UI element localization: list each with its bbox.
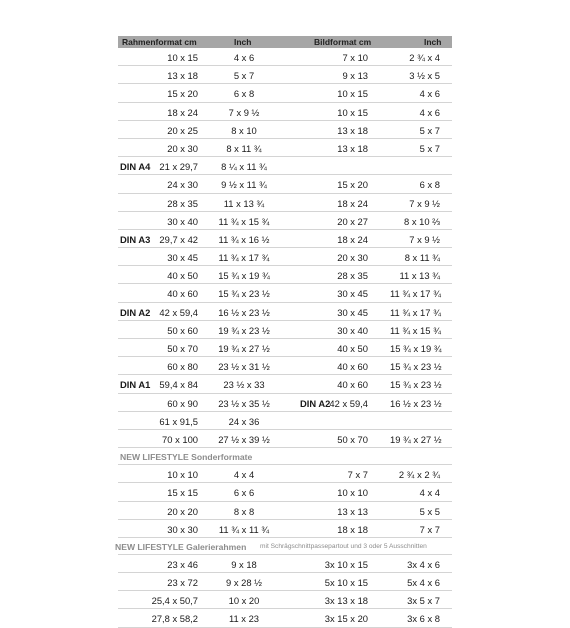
table-row xyxy=(118,194,452,212)
rahmen-inch: 11 ¾ x 15 ¾ xyxy=(218,215,270,227)
row-label: DIN A2 xyxy=(120,306,151,318)
rahmen-cm: 28 x 35 xyxy=(167,197,198,209)
bild-cm: 30 x 45 xyxy=(337,288,368,300)
table-row xyxy=(118,591,452,609)
rahmen-cm: 20 x 20 xyxy=(167,505,198,517)
table-row xyxy=(118,321,452,339)
rahmen-inch: 7 x 9 ½ xyxy=(228,106,260,118)
section-galerierahmen xyxy=(115,538,452,555)
rahmen-inch: 11 ¾ x 17 ¾ xyxy=(218,252,270,264)
bild-inch: 15 ¾ x 23 ½ xyxy=(390,379,442,391)
rahmen-inch: 9 x 28 ½ xyxy=(226,577,262,589)
bild-cm: 40 x 60 xyxy=(337,379,368,391)
bild-cm: 13 x 18 xyxy=(337,142,368,154)
rahmen-cm: 30 x 45 xyxy=(167,252,198,264)
table-row xyxy=(118,157,452,175)
table-row xyxy=(118,430,452,448)
rahmen-cm: 20 x 30 xyxy=(167,142,198,154)
table-row xyxy=(118,48,452,66)
bild-cm: 7 x 10 xyxy=(342,52,368,63)
bild-inch: 4 x 6 xyxy=(419,88,440,100)
rahmen-inch: 11 x 13 ¾ xyxy=(223,197,265,209)
table-row xyxy=(118,357,452,375)
table-row xyxy=(118,465,452,483)
bild-inch: 7 x 9 ½ xyxy=(409,197,440,209)
bild-cm: 3x 10 x 15 xyxy=(324,558,368,570)
rahmen-inch: 8 x 11 ¾ xyxy=(226,142,262,154)
group-sonderformate xyxy=(118,465,452,538)
table-row xyxy=(118,502,452,520)
bild-cm: 18 x 24 xyxy=(337,233,368,245)
rahmen-inch: 4 x 6 xyxy=(233,52,255,63)
section-sonderformate-title: NEW LIFESTYLE Sonderformate xyxy=(120,452,253,463)
bild-cm: 20 x 30 xyxy=(337,252,368,264)
rahmen-cm: 18 x 24 xyxy=(167,106,198,118)
bild-inch: 11 ¾ x 17 ¾ xyxy=(390,288,441,300)
bild-cm: 18 x 18 xyxy=(337,523,368,535)
rahmen-inch: 8 x 10 xyxy=(231,124,257,136)
rahmen-cm: 40 x 50 xyxy=(167,270,198,282)
table-row xyxy=(118,212,452,230)
table-row xyxy=(118,266,452,284)
table-row xyxy=(118,375,452,393)
header-bild-cm: Bildformat cm xyxy=(314,37,372,47)
table-row xyxy=(118,483,452,501)
rahmen-cm: 30 x 30 xyxy=(167,523,198,535)
bild-cm: 40 x 50 xyxy=(337,343,368,354)
bild-inch: 5 x 5 xyxy=(419,505,440,517)
bild-cm: 50 x 70 xyxy=(337,433,368,445)
table-row xyxy=(118,520,452,538)
row-label: DIN A1 xyxy=(120,379,151,391)
rahmen-cm: 23 x 72 xyxy=(167,577,198,589)
bild-cm: 40 x 60 xyxy=(337,361,368,373)
table-row xyxy=(118,139,452,157)
rahmen-cm: 42 x 59,4 xyxy=(159,306,198,318)
rahmen-inch: 10 x 20 xyxy=(228,595,260,607)
table-row xyxy=(118,339,452,357)
rahmen-cm: 50 x 70 xyxy=(167,343,198,354)
bild-cm: 5x 10 x 15 xyxy=(324,577,368,589)
rahmen-cm: 24 x 30 xyxy=(167,179,198,191)
bild-inch: 5 x 7 xyxy=(419,124,440,136)
table-row xyxy=(118,121,452,139)
rahmen-inch: 19 ¾ x 27 ½ xyxy=(218,343,270,354)
row-label: DIN A4 xyxy=(120,161,151,173)
bild-cm: 42 x 59,4 xyxy=(329,397,368,409)
rahmen-inch: 11 ¾ x 16 ½ xyxy=(218,233,270,245)
bild-cm: 13 x 13 xyxy=(337,505,368,517)
bild-cm: 7 x 7 xyxy=(347,469,368,481)
group-galerierahmen xyxy=(118,555,452,628)
rahmen-cm: 10 x 10 xyxy=(167,469,198,481)
rahmen-inch: 9 ½ x 11 ¾ xyxy=(221,179,267,191)
rahmen-inch: 15 ¾ x 19 ¾ xyxy=(218,270,270,282)
header-rahmen-inch: Inch xyxy=(234,37,252,47)
group-standard-formats xyxy=(118,48,452,448)
row-label: DIN A3 xyxy=(120,233,151,245)
rahmen-inch: 11 x 23 xyxy=(228,613,260,625)
rahmen-inch: 4 x 4 xyxy=(233,469,255,481)
table-row xyxy=(118,284,452,302)
bild-inch: 4 x 4 xyxy=(419,487,440,499)
bild-cm: 28 x 35 xyxy=(337,270,368,282)
table-row xyxy=(118,609,452,627)
rahmen-cm: 23 x 46 xyxy=(167,558,198,570)
rahmen-cm: 25,4 x 50,7 xyxy=(151,595,198,607)
bild-cm: 20 x 27 xyxy=(337,215,368,227)
bild-inch: 3x 5 x 7 xyxy=(407,595,440,607)
rahmen-cm: 40 x 60 xyxy=(167,288,198,300)
rahmen-cm: 27,8 x 58,2 xyxy=(151,613,198,625)
bild-inch: 8 x 10 ⅔ xyxy=(404,215,440,227)
rahmen-inch: 8 ¼ x 11 ¾ xyxy=(221,161,267,173)
section-galerierahmen-title: NEW LIFESTYLE Galerierahmen xyxy=(115,541,247,552)
bild-inch: 5 x 7 xyxy=(419,142,440,154)
rahmen-inch: 23 ½ x 35 ½ xyxy=(218,397,270,409)
rahmen-inch: 23 ½ x 31 ½ xyxy=(218,361,270,373)
bild-inch: 7 x 9 ½ xyxy=(409,233,440,245)
table-row xyxy=(118,103,452,121)
rahmen-cm: 21 x 29,7 xyxy=(159,161,198,173)
rahmen-inch: 27 ½ x 39 ½ xyxy=(218,433,270,445)
rahmen-inch: 24 x 36 xyxy=(228,415,260,427)
rahmen-cm: 61 x 91,5 xyxy=(159,415,198,427)
rahmen-cm: 20 x 25 xyxy=(167,124,198,136)
bild-inch: 19 ¾ x 27 ½ xyxy=(390,433,442,445)
rahmen-cm: 59,4 x 84 xyxy=(159,379,198,391)
rahmen-inch: 5 x 7 xyxy=(233,70,255,82)
table-row xyxy=(118,230,452,248)
table-row xyxy=(118,303,452,321)
bild-cm: 10 x 10 xyxy=(337,487,368,499)
bild-cm: 18 x 24 xyxy=(337,197,368,209)
table-row xyxy=(118,555,452,573)
bild-inch: 4 x 6 xyxy=(419,106,440,118)
bild-inch: 11 ¾ x 17 ¾ xyxy=(390,306,441,318)
bild-cm: 10 x 15 xyxy=(337,88,368,100)
rahmen-inch: 6 x 6 xyxy=(233,487,255,499)
bild-label: DIN A2 xyxy=(300,397,331,409)
rahmen-cm: 10 x 15 xyxy=(167,52,198,63)
rahmen-inch: 23 ½ x 33 xyxy=(223,379,265,391)
bild-inch: 11 x 13 ¾ xyxy=(399,270,440,282)
bild-cm: 13 x 18 xyxy=(337,124,368,136)
bild-inch: 15 ¾ x 19 ¾ xyxy=(390,343,442,354)
rahmen-cm: 70 x 100 xyxy=(162,433,198,445)
header-rahmen-cm: Rahmenformat cm xyxy=(122,37,197,47)
bild-inch: 3 ½ x 5 xyxy=(409,70,440,82)
bild-inch: 8 x 11 ¾ xyxy=(404,252,440,264)
bild-inch: 6 x 8 xyxy=(419,179,440,191)
rahmen-cm: 60 x 90 xyxy=(167,397,198,409)
table-row xyxy=(118,412,452,430)
rahmen-cm: 30 x 40 xyxy=(167,215,198,227)
bild-cm: 15 x 20 xyxy=(337,179,368,191)
table-row xyxy=(118,394,452,412)
bild-inch: 2 ¾ x 4 xyxy=(409,52,440,63)
table-header xyxy=(118,36,452,48)
bild-inch: 3x 6 x 8 xyxy=(407,613,440,625)
rahmen-cm: 15 x 20 xyxy=(167,88,198,100)
bild-inch: 3x 4 x 6 xyxy=(407,558,440,570)
rahmen-cm: 13 x 18 xyxy=(167,70,198,82)
rahmen-cm: 50 x 60 xyxy=(167,324,198,336)
rahmen-inch: 9 x 18 xyxy=(231,558,257,570)
bild-cm: 9 x 13 xyxy=(342,70,368,82)
bild-inch: 15 ¾ x 23 ½ xyxy=(390,361,442,373)
format-table xyxy=(115,36,452,628)
rahmen-inch: 16 ½ x 23 ½ xyxy=(218,306,270,318)
bild-inch: 16 ½ x 23 ½ xyxy=(390,397,442,409)
bild-cm: 30 x 40 xyxy=(337,324,368,336)
bild-inch: 7 x 7 xyxy=(419,523,440,535)
bild-cm: 30 x 45 xyxy=(337,306,368,318)
header-bild-inch: Inch xyxy=(424,37,442,47)
bild-cm: 3x 13 x 18 xyxy=(324,595,368,607)
table-row xyxy=(118,66,452,84)
rahmen-inch: 15 ¾ x 23 ½ xyxy=(218,288,270,300)
rahmen-cm: 29,7 x 42 xyxy=(159,233,198,245)
section-galerierahmen-subtitle: mit Schrägschnittpassepartout und 3 oder 5 Ausschnitten xyxy=(260,542,427,550)
table-row xyxy=(118,84,452,102)
bild-cm: 10 x 15 xyxy=(337,106,368,118)
bild-inch: 11 ¾ x 15 ¾ xyxy=(390,324,441,336)
table-row xyxy=(118,573,452,591)
bild-inch: 5x 4 x 6 xyxy=(407,577,440,589)
table-row xyxy=(118,248,452,266)
rahmen-inch: 11 ¾ x 11 ¾ xyxy=(218,523,270,535)
rahmen-inch: 6 x 8 xyxy=(233,88,255,100)
rahmen-inch: 19 ¾ x 23 ½ xyxy=(218,324,270,336)
section-sonderformate xyxy=(118,448,452,465)
bild-inch: 2 ¾ x 2 ¾ xyxy=(398,469,440,481)
rahmen-cm: 15 x 15 xyxy=(167,487,198,499)
table-row xyxy=(118,175,452,193)
bild-cm: 3x 15 x 20 xyxy=(324,613,368,625)
rahmen-cm: 60 x 80 xyxy=(167,361,198,373)
rahmen-inch: 8 x 8 xyxy=(233,505,255,517)
